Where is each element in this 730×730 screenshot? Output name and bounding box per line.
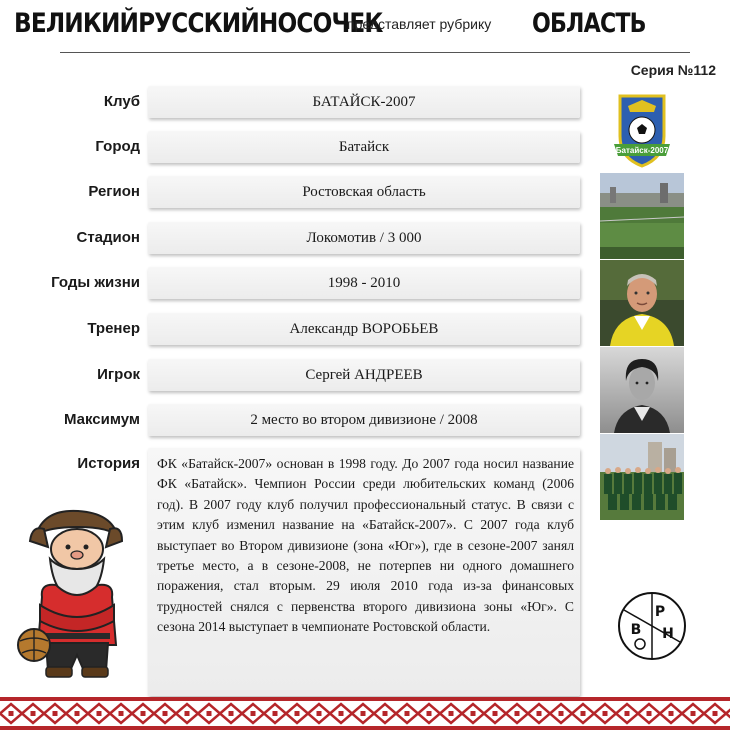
badge-name: Батайск-2007 [615, 146, 669, 155]
row-value: Батайск [148, 131, 580, 163]
row-value: Сергей АНДРЕЕВ [148, 359, 580, 391]
series-number: Серия №112 [630, 62, 716, 78]
mascot-illustration [14, 505, 140, 680]
row-label: Максимум [63, 411, 140, 428]
folk-ornament-border [0, 697, 730, 730]
coach-photo [600, 260, 684, 346]
row-value: Ростовская область [148, 176, 580, 208]
row-label: Клуб [103, 93, 140, 110]
row-label: Годы жизни [51, 274, 140, 291]
header-divider [60, 52, 690, 53]
brand-logo: ВЕЛИКИЙРУССКИЙНОСОЧЕК [14, 8, 383, 39]
row-label: Стадион [76, 229, 140, 246]
team-photo [600, 434, 684, 520]
stamp-letter-v: В [630, 622, 642, 638]
header [0, 0, 730, 78]
stamp-letter-r: Р [654, 604, 666, 620]
stamp-letter-n: Н [662, 626, 674, 642]
row-max [0, 404, 600, 436]
row-region [0, 176, 600, 208]
row-value: Локомотив / 3 000 [148, 222, 580, 254]
row-coach [0, 313, 600, 345]
row-label: Регион [88, 183, 140, 200]
row-years [0, 267, 600, 299]
club-badge-image [600, 86, 684, 172]
row-value: Александр ВОРОБЬЕВ [148, 313, 580, 345]
vrn-stamp [616, 590, 688, 662]
rubric-logo: ОБЛАСТЬ [532, 8, 646, 39]
row-stadium [0, 222, 600, 254]
row-value: 2 место во втором дивизионе / 2008 [148, 404, 580, 436]
history-text: ФК «Батайск-2007» основан в 1998 году. До 2007 года носил название ФК «Батайск». Чемпион России среди любительских команд (2006 год). В 2007 году клуб получил профессиональный статус. В связи с этим клуб изменил название на «Батайск-2007». С 2007 года клуб выступает во Втором дивизионе (зона «Юг»), где в сезоне-2007 занял третье место, а в сезоне-2008, не потерпев ни одного домашнего поражения, стал вторым. 29 июля 2010 года из-за финансовых трудностей снялся с первенства второго дивизиона зоны «Юг». С сезона 2014 выступает в чемпионате Ростовской области. [148, 448, 580, 696]
presents-text: представляет рубрику [347, 16, 492, 32]
row-label: Тренер [87, 320, 140, 337]
row-label: Город [95, 138, 140, 155]
row-value: БАТАЙСК-2007 [148, 86, 580, 118]
row-player [0, 359, 600, 391]
row-city [0, 131, 600, 163]
stadium-photo [600, 173, 684, 259]
row-value: 1998 - 2010 [148, 267, 580, 299]
history-label: История [77, 455, 140, 472]
row-club [0, 86, 600, 118]
row-label: Игрок [97, 366, 140, 383]
player-photo [600, 347, 684, 433]
